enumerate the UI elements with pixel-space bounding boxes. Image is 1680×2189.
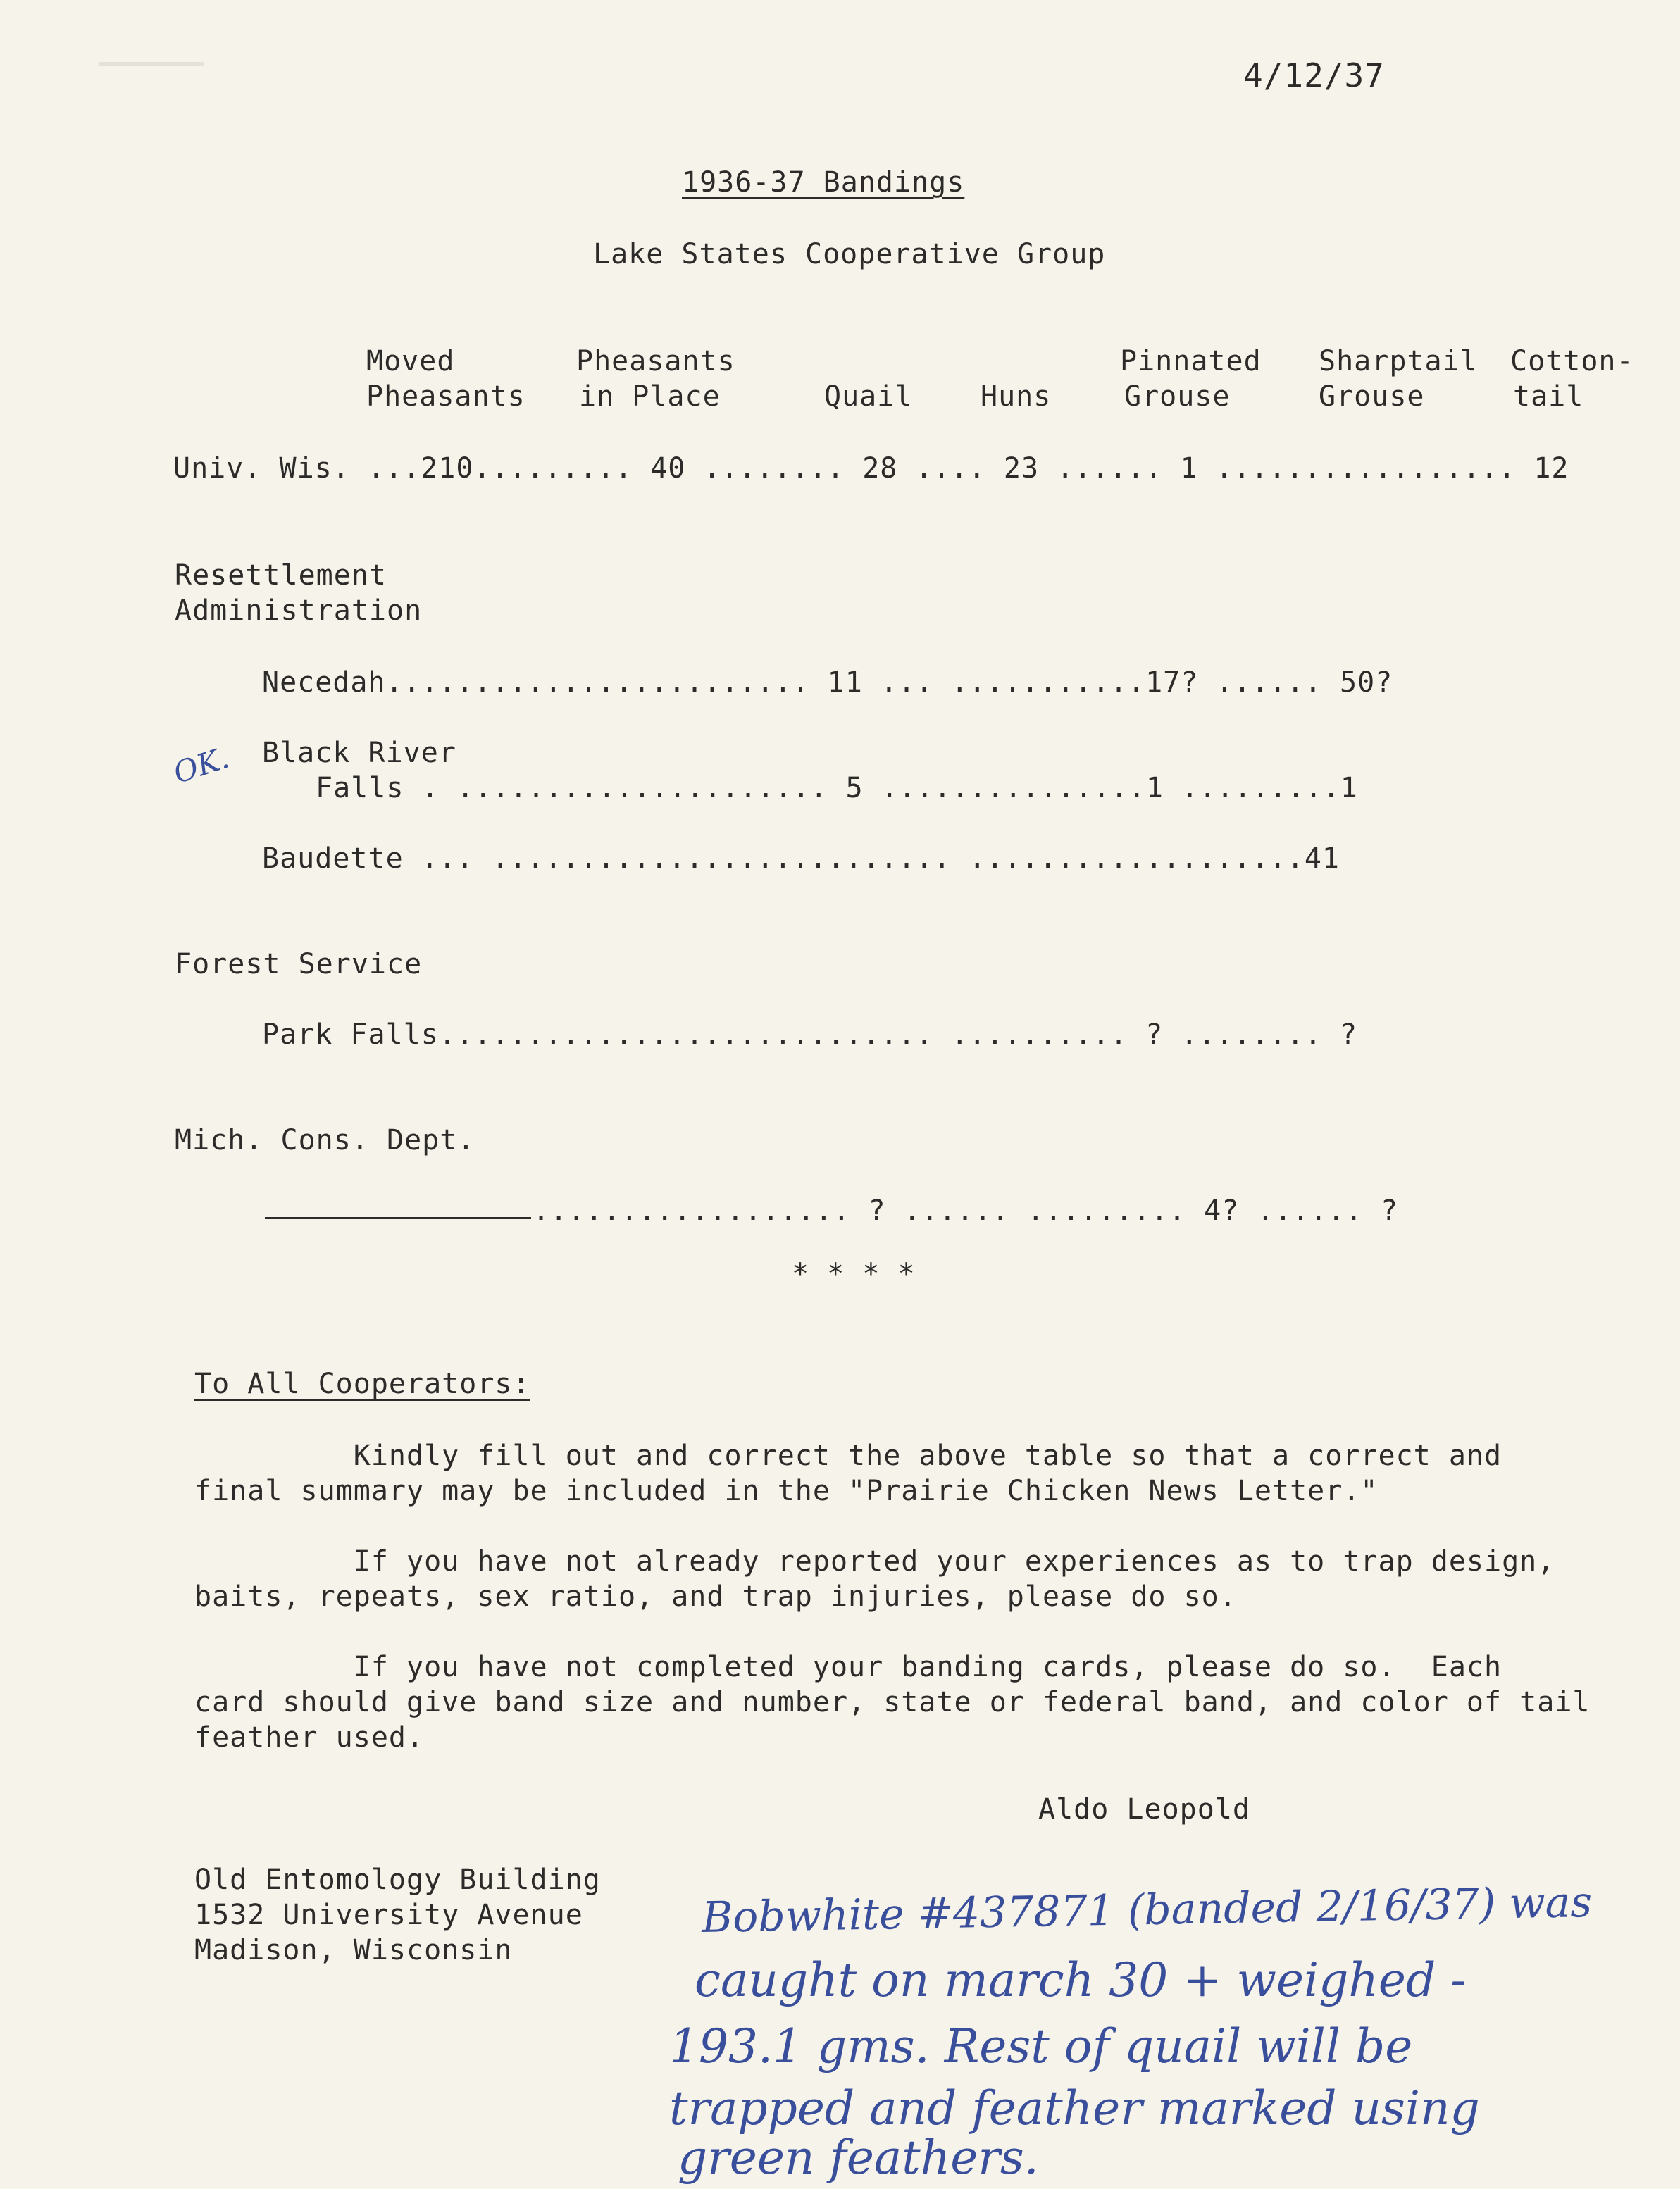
handwritten-line: trapped and feather marked using bbox=[669, 2081, 1480, 2135]
section-label-resettlement: Resettlement bbox=[175, 559, 387, 592]
section-separator: * * * * bbox=[792, 1258, 916, 1290]
address-line: Old Entomology Building bbox=[194, 1864, 601, 1896]
column-header-line1: Pheasants bbox=[576, 345, 735, 378]
section-label-forest-service: Forest Service bbox=[175, 948, 423, 980]
letter-paragraph-line: feather used. bbox=[194, 1721, 425, 1754]
section-label-mich: Mich. Cons. Dept. bbox=[175, 1124, 475, 1156]
table-row-black-river: Black River bbox=[262, 737, 456, 769]
handwritten-line: Bobwhite #437871 (banded 2/16/37) was bbox=[701, 1877, 1593, 1943]
table-row-necedah: Necedah........................ 11 ... ...........17? ...... 50? bbox=[262, 666, 1393, 699]
column-header-line1: Pinnated bbox=[1120, 345, 1262, 378]
column-header-line1: Cotton- bbox=[1510, 345, 1634, 378]
column-header-line2: in Place bbox=[579, 380, 721, 413]
column-header-line2: Quail bbox=[824, 380, 913, 413]
document-title: 1936-37 Bandings bbox=[682, 166, 965, 199]
letter-paragraph-line: If you have not completed your banding cards, please do so. Each bbox=[194, 1651, 1502, 1683]
handwritten-line: 193.1 gms. Rest of quail will be bbox=[669, 2019, 1413, 2073]
signature: Aldo Leopold bbox=[1038, 1793, 1250, 1826]
blank-fill-line bbox=[265, 1217, 531, 1219]
table-row-univ-wis: Univ. Wis. ...210......... 40 ........ 28 .... 23 ...... 1 ................. 12 bbox=[173, 452, 1569, 485]
paper-mark bbox=[99, 62, 204, 66]
table-row-park-falls: Park Falls............................ .......... ? ........ ? bbox=[262, 1018, 1358, 1051]
column-header-line2: Grouse bbox=[1124, 380, 1231, 413]
document-date: 4/12/37 bbox=[1243, 56, 1385, 94]
handwritten-line: green feathers. bbox=[678, 2131, 1039, 2185]
column-header-line1: Moved bbox=[366, 345, 455, 378]
table-row-baudette: Baudette ... .......................... ...................41 bbox=[262, 842, 1340, 875]
document-subtitle: Lake States Cooperative Group bbox=[593, 238, 1106, 270]
column-header-line2: Huns bbox=[981, 380, 1052, 413]
column-header-line1: Sharptail bbox=[1319, 345, 1478, 378]
table-row-mich: .................. ? ...... ......... 4? ...... ? bbox=[533, 1195, 1399, 1227]
table-row-black-river: Falls . ..................... 5 ...............1 .........1 bbox=[316, 772, 1358, 804]
letter-paragraph-line: final summary may be included in the "Prairie Chicken News Letter." bbox=[194, 1475, 1379, 1507]
section-label-resettlement: Administration bbox=[175, 594, 423, 627]
address-line: Madison, Wisconsin bbox=[194, 1934, 513, 1966]
letter-heading: To All Cooperators: bbox=[194, 1368, 530, 1400]
letter-paragraph-line: card should give band size and number, state or federal band, and color of tail bbox=[194, 1686, 1591, 1719]
ok-check-mark: OK. bbox=[169, 740, 233, 791]
column-header-line2: Pheasants bbox=[366, 380, 525, 413]
letter-paragraph-line: baits, repeats, sex ratio, and trap injuries, please do so. bbox=[194, 1580, 1237, 1613]
handwritten-line: caught on march 30 + weighed - bbox=[695, 1953, 1467, 2007]
letter-paragraph-line: If you have not already reported your experiences as to trap design, bbox=[194, 1545, 1555, 1578]
letter-paragraph-line: Kindly fill out and correct the above table so that a correct and bbox=[194, 1440, 1502, 1472]
address-line: 1532 University Avenue bbox=[194, 1899, 583, 1931]
column-header-line2: tail bbox=[1513, 380, 1584, 413]
column-header-line2: Grouse bbox=[1319, 380, 1425, 413]
